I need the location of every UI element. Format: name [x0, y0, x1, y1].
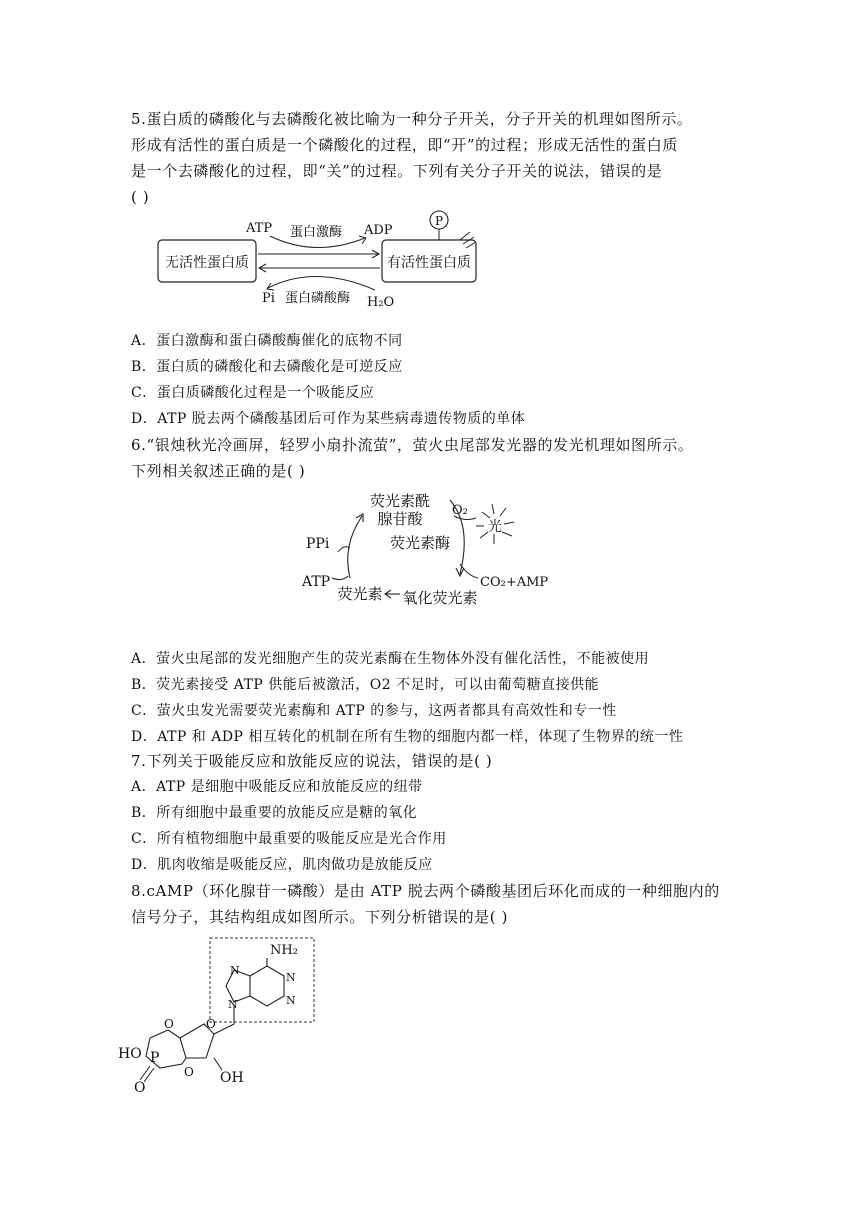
o-label-2: O: [184, 1065, 194, 1079]
active-protein-label: 有活性蛋白质: [387, 255, 471, 271]
q7-line-1: 7.下列关于吸能反应和放能反应的说法，错误的是( ): [131, 752, 493, 770]
q6-option-a: A．萤火虫尾部的发光细胞产生的荧光素酶在生物体外没有催化活性，不能被使用: [131, 651, 650, 667]
oxyluciferin-label: 氧化荧光素: [402, 589, 478, 607]
oh-label: OH: [220, 1070, 244, 1086]
q5-option-c: C．蛋白质磷酸化过程是一个吸能反应: [131, 385, 375, 401]
water-label: H₂O: [367, 295, 395, 310]
o-double-label: O: [134, 1080, 146, 1096]
q6-option-c: C．萤火虫发光需要荧光素酶和 ATP 的参与，这两者都具有高效性和专一性: [131, 703, 617, 719]
adp-label: ADP: [364, 223, 393, 238]
q6-option-d: D．ATP 和 ADP 相互转化的机制在所有生物的细胞内都一样，体现了生物界的统一性: [131, 729, 684, 745]
n-label-1: N: [230, 964, 240, 977]
q6-option-b: B．荧光素接受 ATP 供能后被激活，O2 不足时，可以由葡萄糖直接供能: [131, 677, 600, 693]
o-label-1: O: [164, 1017, 174, 1031]
light-label: 光: [488, 519, 502, 535]
p-label: P: [150, 1050, 160, 1066]
ring-o-label: O: [206, 1017, 216, 1031]
q7-option-d: D．肌肉收缩是吸能反应，肌肉做功是放能反应: [131, 857, 433, 873]
kinase-label: 蛋白激酶: [290, 225, 343, 240]
ppi-label: PPi: [306, 536, 330, 552]
n-label-2: N: [286, 971, 296, 984]
atp-label: ATP: [246, 221, 273, 236]
luciferin-label: 荧光素: [337, 585, 383, 603]
q7-option-b: B．所有细胞中最重要的放能反应是糖的氧化: [131, 805, 418, 821]
adenine-dashed-box: [210, 938, 314, 1022]
inactive-protein-label: 无活性蛋白质: [165, 255, 249, 271]
camp-structure-diagram: [110, 934, 330, 1104]
ho-label: HO: [118, 1046, 142, 1062]
co2-amp-label: CO₂+AMP: [480, 575, 549, 590]
q5-option-a: A．蛋白激酶和蛋白磷酸酶催化的底物不同: [131, 333, 403, 349]
q6-line-2: 下列相关叙述正确的是( ): [131, 462, 306, 480]
q5-phosphorylation-diagram: [150, 206, 500, 312]
q5-line-3: 是一个去磷酸化的过程，即“关”的过程。下列有关分子开关的说法，错误的是: [131, 162, 663, 180]
q7-option-c: C．所有植物细胞中最重要的吸能反应是光合作用: [131, 831, 447, 847]
o2-label: O₂: [452, 503, 468, 518]
acyl-label-1: 荧光素酰: [369, 492, 431, 510]
q5-option-d: D．ATP 脱去两个磷酸基团后可作为某些病毒遗传物质的单体: [131, 411, 526, 427]
q8-line-1: 8.cAMP（环化腺苷一磷酸）是由 ATP 脱去两个磷酸基团后环化而成的一种细胞内的: [131, 882, 720, 900]
phosphate-label: P: [434, 214, 444, 228]
q8-line-2: 信号分子，其结构组成如图所示。下列分析错误的是( ): [131, 908, 509, 926]
q6-line-1: 6.“银烛秋光冷画屏，轻罗小扇扑流萤”，萤火虫尾部发光器的发光机理如图所示。: [131, 436, 694, 454]
q5-line-1: 5.蛋白质的磷酸化与去磷酸化被比喻为一种分子开关，分子开关的机理如图所示。: [131, 110, 693, 128]
enzyme-label: 荧光素酶: [389, 534, 451, 552]
q5-line-4: ( ): [131, 188, 150, 206]
phosphatase-label: 蛋白磷酸酶: [285, 291, 351, 306]
atp-label-6: ATP: [302, 574, 331, 590]
q7-option-a: A．ATP 是细胞中吸能反应和放能反应的纽带: [131, 779, 423, 795]
n-label-4: N: [228, 998, 238, 1011]
acyl-label-2: 腺苷酸: [377, 510, 423, 528]
q5-option-b: B．蛋白质的磷酸化和去磷酸化是可逆反应: [131, 359, 403, 375]
pi-label: Pi: [262, 291, 275, 306]
q5-line-2: 形成有活性的蛋白质是一个磷酸化的过程，即“开”的过程；形成无活性的蛋白质: [131, 136, 678, 154]
nh2-label: NH₂: [270, 943, 298, 958]
q6-firefly-diagram: [290, 486, 570, 616]
n-label-3: N: [286, 994, 296, 1007]
